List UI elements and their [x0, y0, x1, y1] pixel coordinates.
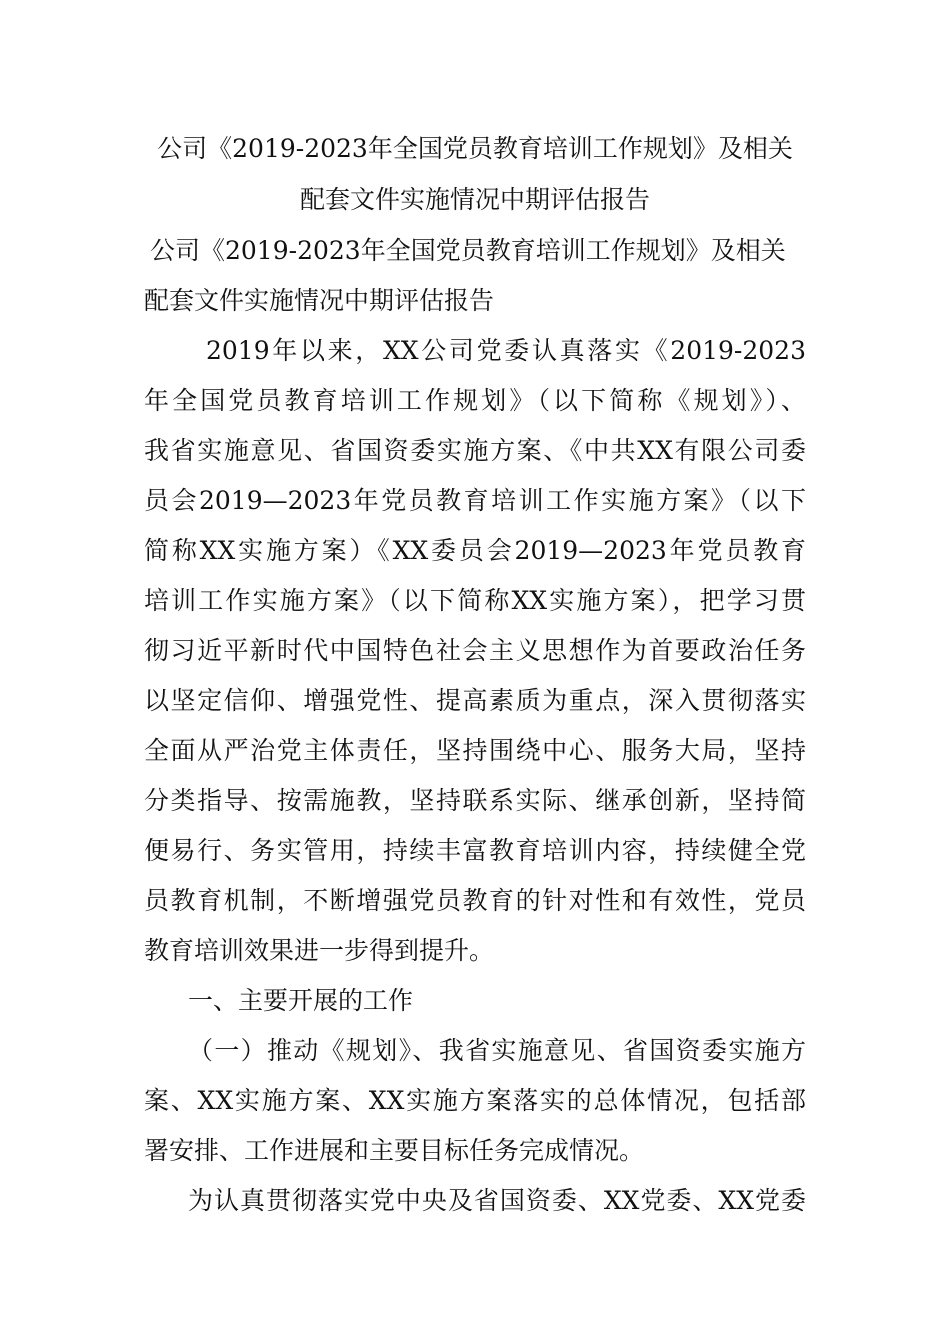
document-title-line-1: 公司《2019-2023年全国党员教育培训工作规划》及相关 — [157, 134, 793, 163]
document-subtitle-line-2: 配套文件实施情况中期评估报告 — [144, 286, 495, 315]
paragraph-line: 员教育机制，不断增强党员教育的针对性和有效性，党员 — [144, 886, 806, 915]
paragraph-line: 全面从严治党主体责任，坚持围绕中心、服务大局，坚持 — [144, 736, 806, 765]
paragraph-line: 教育培训效果进一步得到提升。 — [144, 936, 495, 965]
paragraph-line: 2019年以来，XX公司党委认真落实《2019-2023 — [206, 336, 806, 365]
paragraph-line: 以坚定信仰、增强党性、提高素质为重点，深入贯彻落实 — [144, 686, 806, 715]
document-subtitle-line-1: 公司《2019-2023年全国党员教育培训工作规划》及相关 — [150, 236, 786, 265]
paragraph-line: 为认真贯彻落实党中央及省国资委、XX党委、XX党委 — [188, 1186, 806, 1215]
document-title-line-2: 配套文件实施情况中期评估报告 — [299, 185, 650, 214]
paragraph-line: 我省实施意见、省国资委实施方案、《中共XX有限公司委 — [144, 436, 806, 465]
subsection-line: 案、XX实施方案、XX实施方案落实的总体情况，包括部 — [144, 1086, 806, 1115]
paragraph-line: 员会2019—2023年党员教育培训工作实施方案》（以下 — [144, 486, 806, 515]
subsection-line: 署安排、工作进展和主要目标任务完成情况。 — [144, 1136, 645, 1165]
paragraph-line: 分类指导、按需施教，坚持联系实际、继承创新，坚持简 — [144, 786, 806, 815]
paragraph-line: 培训工作实施方案》（以下简称XX实施方案），把学习贯 — [144, 586, 806, 615]
paragraph-line: 彻习近平新时代中国特色社会主义思想作为首要政治任务 — [144, 636, 806, 665]
paragraph-line: 简称XX实施方案）《XX委员会2019—2023年党员教育 — [144, 536, 806, 565]
section-heading: 一、主要开展的工作 — [188, 986, 414, 1015]
subsection-line: （一）推动《规划》、我省实施意见、省国资委实施方 — [188, 1036, 806, 1065]
paragraph-line: 便易行、务实管用，持续丰富教育培训内容，持续健全党 — [144, 836, 806, 865]
paragraph-line: 年全国党员教育培训工作规划》（以下简称《规划》）、 — [144, 386, 806, 415]
